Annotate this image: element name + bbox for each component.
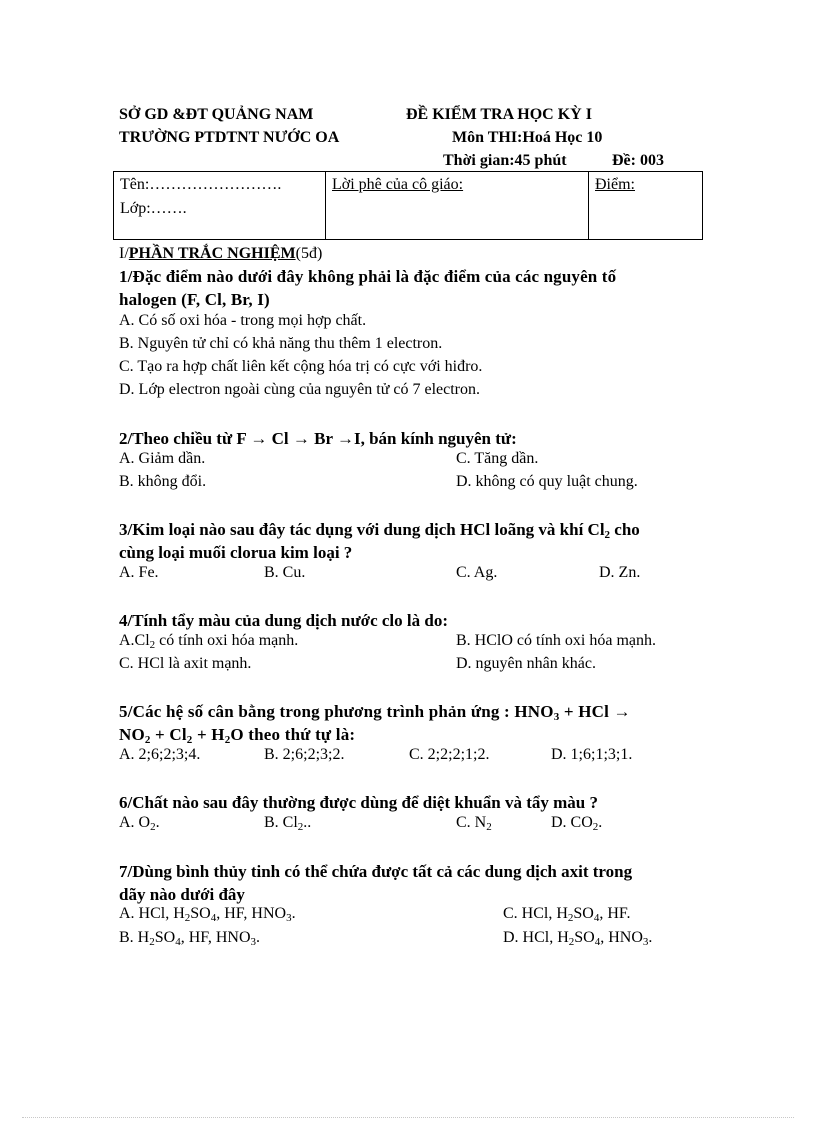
q3-option-d: D. Zn. bbox=[599, 564, 641, 581]
q7-option-c: C. HCl, $H_2SO_4$, HF. bbox=[503, 905, 631, 924]
section-points: (5đ) bbox=[295, 245, 323, 262]
student-info-table bbox=[113, 171, 703, 240]
section-title: PHẦN TRẮC NGHIỆM bbox=[128, 245, 296, 262]
header-school: TRƯỜNG PTDTNT NƯỚC OA bbox=[119, 129, 340, 146]
q4-option-c: C. HCl là axit mạnh. bbox=[119, 655, 252, 672]
question-7-line2: dãy nào dưới đây bbox=[119, 885, 245, 904]
question-5 bbox=[119, 700, 701, 746]
q5-option-d: D. 1;6;1;3;1. bbox=[551, 746, 633, 763]
question-3-line2: cùng loại muối clorua kim loại ? bbox=[119, 543, 353, 562]
exam-subject: Môn THI:Hoá Học 10 bbox=[452, 129, 603, 146]
q4-option-d: D. nguyên nhân khác. bbox=[456, 655, 596, 672]
q2-option-a: A. Giảm dần. bbox=[119, 450, 206, 467]
question-4-line1: 4/Tính tẩy màu của dung dịch nước clo là do: bbox=[119, 611, 448, 630]
q1-option-d: D. Lớp electron ngoài cùng của nguyên tử có 7 electron. bbox=[119, 381, 481, 398]
q3-option-c: C. Ag. bbox=[456, 564, 498, 581]
teacher-comment-cell bbox=[326, 172, 589, 239]
q5-option-c: C. 2;2;2;1;2. bbox=[409, 746, 490, 763]
question-1 bbox=[119, 265, 701, 311]
header-org: SỞ GD &ĐT QUẢNG NAM bbox=[119, 106, 314, 123]
page-bottom-border bbox=[22, 1117, 794, 1118]
q2-option-c: C. Tăng dần. bbox=[456, 450, 539, 467]
q2-option-d: D. không có quy luật chung. bbox=[456, 473, 638, 490]
question-7-line1: 7/Dùng bình thủy tinh có thể chứa được tất cả các dung dịch axit trong bbox=[119, 862, 633, 881]
section-heading bbox=[119, 245, 322, 263]
question-6-line1: 6/Chất nào sau đây thường được dùng để diệt khuẩn và tẩy màu ? bbox=[119, 793, 598, 812]
q7-option-b: B. $H_2SO_4$, HF, $HNO_3$. bbox=[119, 929, 261, 948]
score-label: Điểm: bbox=[595, 176, 635, 193]
score-cell bbox=[589, 172, 702, 239]
question-2 bbox=[119, 427, 701, 450]
q1-option-a: A. Có số oxi hóa - trong mọi hợp chất. bbox=[119, 312, 367, 329]
name-class-cell bbox=[114, 172, 326, 239]
q2-option-b: B. không đổi. bbox=[119, 473, 207, 490]
question-5-line2: $NO_2 + Cl_2 + H_2O$ theo thứ tự là: bbox=[119, 725, 356, 746]
q1-option-b: B. Nguyên tử chỉ có khả năng thu thêm 1 electron. bbox=[119, 335, 443, 352]
question-1-line2: halogen (F, Cl, Br, I) bbox=[119, 290, 270, 309]
teacher-comment-label: Lời phê của cô giáo: bbox=[332, 176, 464, 193]
section-prefix: I/ bbox=[119, 245, 129, 262]
question-2-line1: 2/Theo chiều từ F → Cl → Br →I, bán kính nguyên tử: bbox=[119, 429, 517, 448]
question-1-line1: 1/Đặc điểm nào dưới đây không phải là đặc điểm của các nguyên tố bbox=[119, 267, 617, 286]
q1-option-c: C. Tạo ra hợp chất liên kết cộng hóa trị có cực với hiđro. bbox=[119, 358, 483, 375]
q3-option-b: B. Cu. bbox=[264, 564, 306, 581]
question-5-line1: 5/Các hệ số cân bằng trong phương trình phản ứng : $HNO_3$ + HCl → bbox=[119, 702, 631, 723]
question-4 bbox=[119, 609, 701, 632]
class-field: Lớp:……. bbox=[120, 200, 187, 217]
q7-option-a: A. HCl, $H_2SO_4$, HF, $HNO_3$. bbox=[119, 905, 296, 924]
exam-code: Đề: 003 bbox=[612, 152, 664, 169]
name-field: Tên:……………………. bbox=[120, 176, 282, 193]
q4-option-b: B. HClO có tính oxi hóa mạnh. bbox=[456, 632, 656, 649]
q6-option-a: A. $O_2$. bbox=[119, 814, 160, 833]
q5-option-a: A. 2;6;2;3;4. bbox=[119, 746, 201, 763]
question-3-line1: 3/Kim loại nào sau đây tác dụng với dung dịch HCl loãng và khí $Cl_2$ cho bbox=[119, 520, 640, 541]
question-7 bbox=[119, 860, 701, 906]
q3-option-a: A. Fe. bbox=[119, 564, 159, 581]
q5-option-b: B. 2;6;2;3;2. bbox=[264, 746, 345, 763]
question-3 bbox=[119, 518, 701, 564]
q7-option-d: D. HCl, $H_2SO_4$, $HNO_3$. bbox=[503, 929, 653, 948]
exam-time: Thời gian:45 phút bbox=[443, 152, 567, 169]
exam-title: ĐỀ KIỂM TRA HỌC KỲ I bbox=[406, 106, 592, 123]
q4-option-a: $A.Cl_2$ có tính oxi hóa mạnh. bbox=[119, 632, 299, 651]
question-6 bbox=[119, 791, 701, 814]
q6-option-c: C. $N_2$ bbox=[456, 814, 492, 833]
q6-option-d: D. $CO_2$. bbox=[551, 814, 603, 833]
q6-option-b: B. $Cl_2$.. bbox=[264, 814, 312, 833]
